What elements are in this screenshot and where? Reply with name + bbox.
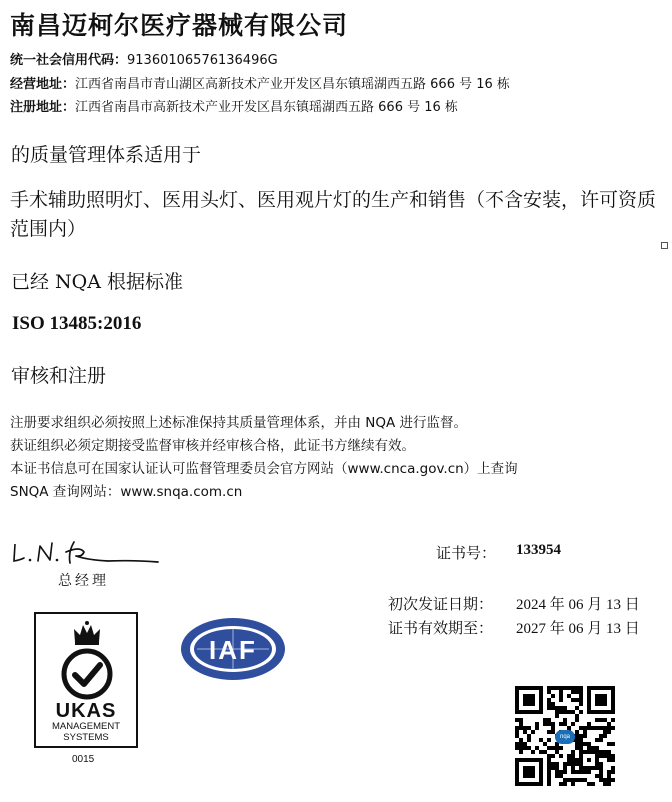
checkmark-icon [61,648,113,700]
standard-name: ISO 13485:2016 [12,313,142,334]
page-marker [661,242,668,249]
cert-number-value: 133954 [516,542,561,558]
qr-nqa-badge: nqa [555,730,575,744]
credit-code-label: 统一社会信用代码： [10,53,128,68]
ukas-number: 0015 [72,754,95,765]
notice-line: 获证组织必须定期接受监督审核并经审核合格，此证书方继续有效。 [10,438,415,454]
signatory-title: 总经理 [58,573,109,589]
first-issue-label: 初次发证日期： [388,595,494,613]
cert-number-label: 证书号： [436,544,497,562]
ukas-line1: MANAGEMENT [51,721,121,732]
valid-until-label: 证书有效期至： [388,619,494,637]
signature-image [10,536,162,570]
notice-line: 注册要求组织必须按照上述标准保持其质量管理体系，并由 NQA 进行监督。 [10,415,468,431]
valid-until-date: 2027 年 06 月 13 日 [516,621,640,637]
first-issue-date: 2024 年 06 月 13 日 [516,597,640,613]
certification-scope: 手术辅助照明灯、医用头灯、医用观片灯的生产和销售（不含安装，许可资质范围内） [10,189,657,240]
notice-line: 本证书信息可在国家认证认可监督管理委员会官方网站（www.cnca.gov.cn）上查询 [10,461,518,477]
crown-icon [72,620,102,646]
audit-heading: 审核和注册 [11,365,107,387]
iaf-name: IAF [209,635,257,665]
company-name: 南昌迈柯尔医疗器械有限公司 [10,11,349,40]
registered-address-value: 江西省南昌市高新技术产业开发区昌东镇瑶湖西五路 666 号 16 栋 [75,100,458,115]
notice-line: SNQA 查询网站：www.snqa.com.cn [10,484,243,500]
standard-intro: 已经 NQA 根据标准 [11,271,184,293]
credit-code-value: 91360106576136496G [127,53,278,68]
business-address-value: 江西省南昌市青山湖区高新技术产业开发区昌东镇瑶湖西五路 666 号 16 栋 [75,77,510,92]
ukas-line2: SYSTEMS [63,732,109,743]
iaf-logo [179,616,287,682]
ukas-logo [34,612,138,748]
credit-code-line [10,49,278,68]
registered-address-label: 注册地址： [10,100,76,115]
qms-intro: 的质量管理体系适用于 [11,144,202,166]
registered-address-line [10,96,458,115]
ukas-name: UKAS [55,700,117,722]
business-address-line [10,73,510,92]
business-address-label: 经营地址： [10,77,76,92]
